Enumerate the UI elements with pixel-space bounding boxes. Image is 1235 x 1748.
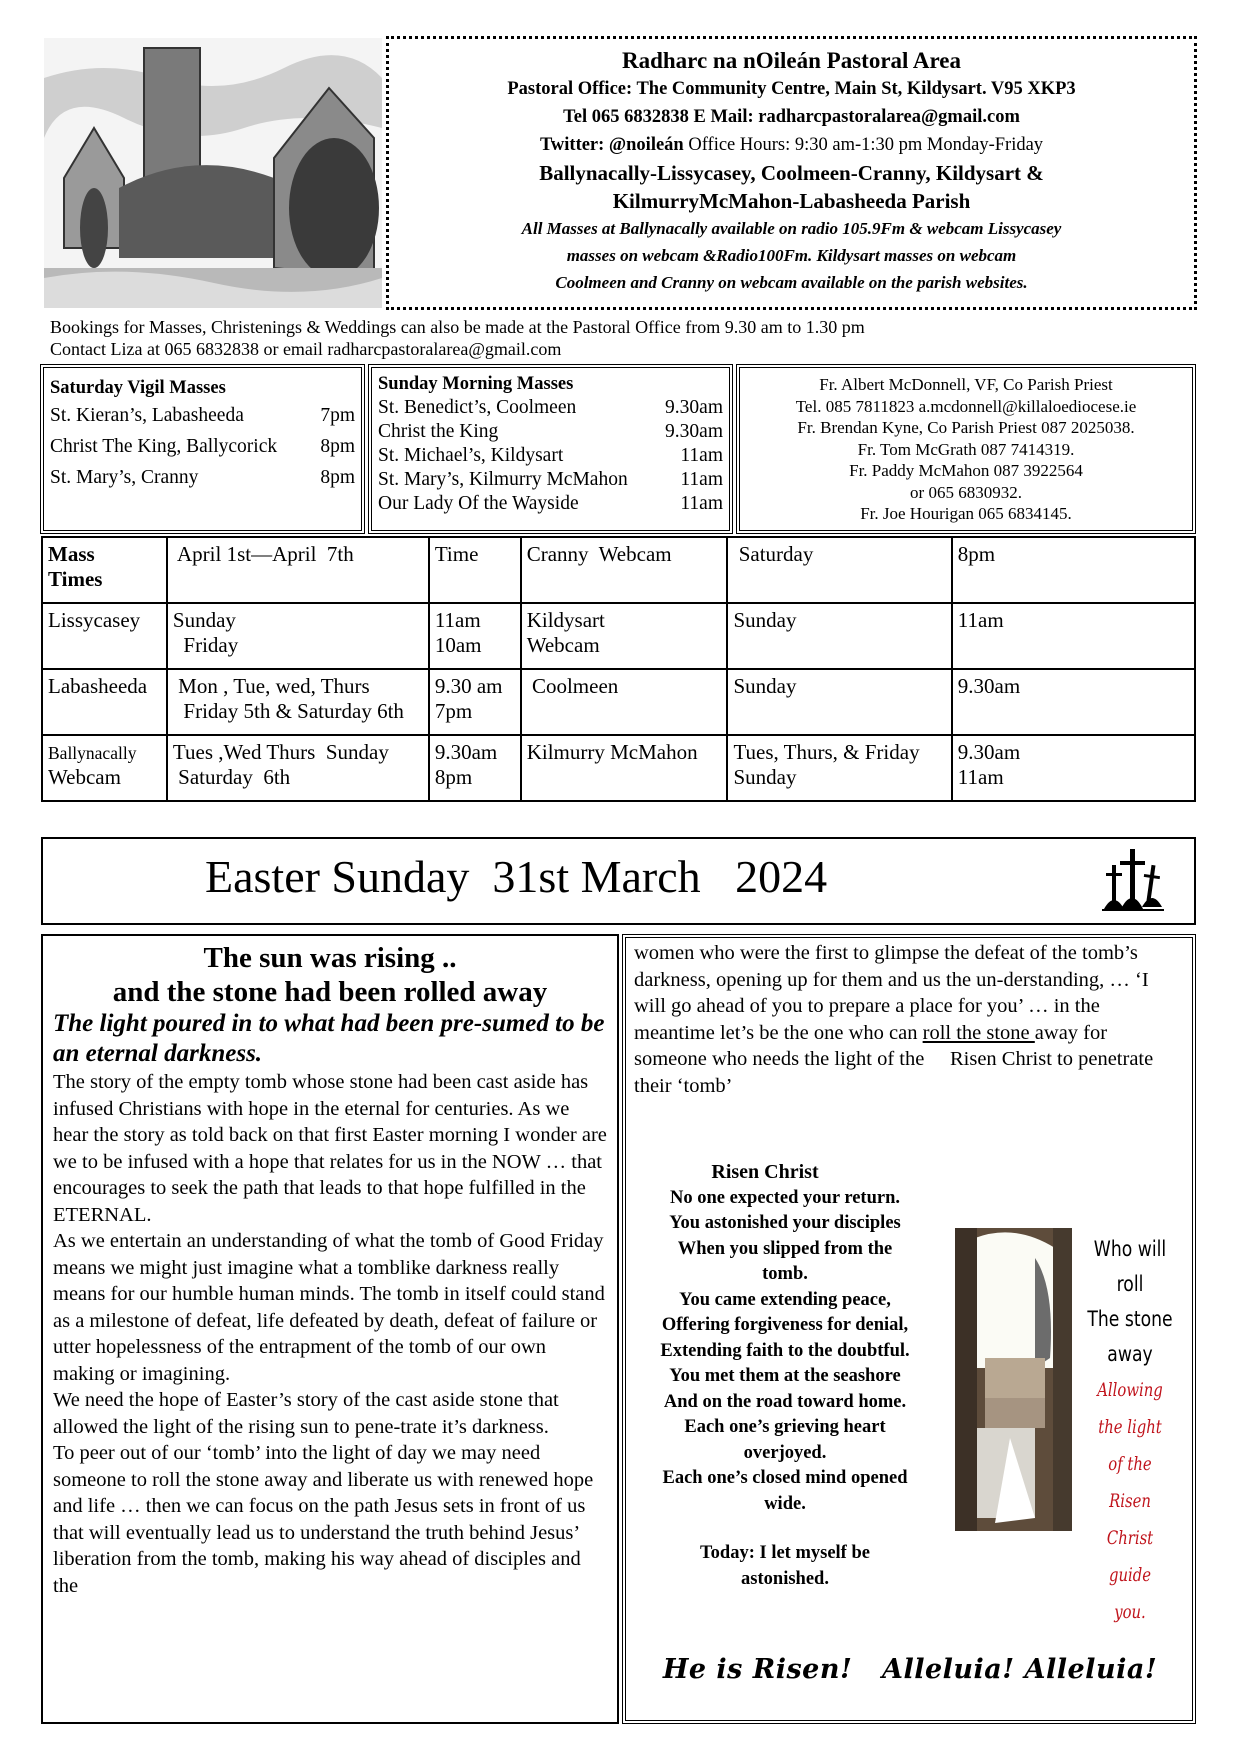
mass-times-label: Mass Times [42, 537, 167, 603]
poem-closing: astonished. [741, 1568, 829, 1589]
priest-line: Fr. Joe Hourigan 065 6834145. [860, 504, 1072, 523]
poem-line: You astonished your disciples [669, 1213, 901, 1233]
office-address: Pastoral Office: The Community Centre, Main St, Kildysart. V95 XKP3 [507, 79, 1076, 99]
priest-line: or 065 6830932. [910, 482, 1022, 502]
sunday-mass-item [378, 420, 723, 444]
time-cell: 11am 10am [429, 603, 521, 669]
office-contact: Tel 065 6832838 E Mail: radharcpastoralarea@gmail.com [563, 107, 1020, 127]
location-cell: Ballynacally Webcam [42, 735, 167, 801]
mass-time: 9.30am [665, 397, 723, 418]
priest-line: Fr. Tom McGrath 087 7414319. [857, 439, 1075, 459]
broadcast-info-3: Coolmeen and Cranny on webcam available on the parish websites. [555, 273, 1028, 292]
twitter-handle[interactable]: Twitter: @noileán [539, 135, 684, 155]
poem-line: Each one’s grieving heart [684, 1417, 886, 1437]
poem-line: Each one’s closed mind opened [662, 1468, 908, 1488]
contact-line: Contact Liza at 065 6832838 or email radharcpastoralarea@gmail.com [50, 339, 562, 359]
sunday-mass-item [378, 468, 723, 492]
mass-time: 8pm [320, 467, 355, 488]
priest-line: Tel. 085 7811823 a.mcdonnell@killaloediocese.ie [795, 396, 1137, 416]
days-cell: Tues ,Wed Thurs Sunday Saturday 6th [167, 735, 429, 801]
church-name: St. Benedict’s, Coolmeen [378, 397, 577, 418]
office-twitter-hours [389, 131, 1194, 159]
time-cell: 9.30am [952, 669, 1195, 735]
mass-time: 11am [680, 445, 723, 466]
roll-the-stone-underline: roll the stone [922, 1021, 1035, 1044]
time-header: Time [429, 537, 521, 603]
caption-line-red: Allowing [1097, 1379, 1163, 1401]
caption-line: away [1107, 1342, 1153, 1366]
mass-time: 9.30am [665, 421, 723, 442]
poem-line: You met them at the seashore [669, 1366, 901, 1386]
caption-line: The stone [1087, 1307, 1173, 1331]
location-cell: Labasheeda [42, 669, 167, 735]
table-row [42, 669, 1195, 735]
priests-contact-box [736, 364, 1196, 534]
church-name: Christ The King, Ballycorick [50, 436, 278, 457]
poem-line: wide. [764, 1493, 806, 1514]
pastoral-header [386, 36, 1197, 310]
church-ruins-image [44, 38, 382, 308]
poem-line: overjoyed. [743, 1442, 827, 1463]
priest-line: Fr. Paddy McMahon 087 3922564 [849, 461, 1083, 480]
priest-line: Fr. Albert McDonnell, VF, Co Parish Priest [819, 375, 1113, 394]
sunday-morning-heading: Sunday Morning Masses [378, 374, 574, 394]
poem-line: When you slipped from the [677, 1238, 893, 1259]
church-name: St. Mary’s, Kilmurry McMahon [378, 469, 628, 490]
table-header-row [42, 537, 1195, 603]
broadcast-info-1: All Masses at Ballynacally available on radio 105.9Fm & webcam Lissycasey [521, 219, 1062, 238]
mass-time: 7pm [320, 405, 355, 426]
mass-time: 11am [680, 469, 723, 490]
easter-reflection-article [41, 934, 619, 1724]
poem-line: You came extending peace, [679, 1289, 891, 1310]
church-name: St. Mary’s, Cranny [50, 467, 199, 488]
days-cell: Sunday Friday [167, 603, 429, 669]
mass-time: 11am [680, 493, 723, 514]
days-cell: Mon , Tue, wed, Thurs Friday 5th & Saturday 6th [167, 669, 429, 735]
easter-banner [41, 837, 1196, 925]
mass-times-table [41, 536, 1196, 802]
risen-christ-poem [625, 1160, 945, 1592]
time-cell: 9.30am 11am [952, 735, 1195, 801]
location-cell: Cranny Webcam [521, 537, 728, 603]
poem-line: Offering forgiveness for denial, [661, 1315, 909, 1335]
caption-line-red: Risen Christ [1106, 1490, 1154, 1549]
church-name: Our Lady Of the Wayside [378, 493, 579, 514]
days-cell: Sunday [727, 603, 951, 669]
vigil-mass-item [50, 400, 355, 431]
broadcast-info-2: masses on webcam &Radio100Fm. Kildysart masses on webcam [566, 246, 1017, 265]
vigil-mass-item [50, 462, 355, 493]
church-ruins-drawing [44, 38, 382, 308]
church-name: Christ the King [378, 421, 499, 442]
article-paragraph: We need the hope of Easter’s story of the cast aside stone that allowed the light of the rising sun to pene-trate it’s darkness. [53, 1389, 559, 1438]
he-is-risen-line: He is Risen! Alleluia! Alleluia! [662, 1654, 1158, 1685]
article-paragraph: The story of the empty tomb whose stone had been cast aside has infused Christians with hope in the eternal for centuries. As we hear the story as told back on that first Easter morning I wonder are we to be infused with a hope that relates for us in the NOW … that encourages to seek the path that leads to that hope fulfilled in the ETERNAL. [53, 1071, 607, 1226]
sunday-morning-box [368, 364, 733, 534]
date-range: April 1st—April 7th [167, 537, 429, 603]
poem-title: Risen Christ [711, 1161, 819, 1183]
empty-tomb-painting [955, 1228, 1072, 1531]
caption-line: Who will [1093, 1237, 1167, 1261]
vigil-mass-item [50, 431, 355, 462]
caption-line-red: the light [1098, 1416, 1162, 1438]
time-cell: 8pm [952, 537, 1195, 603]
caption-line-red: of the [1108, 1453, 1152, 1475]
sunday-mass-item [378, 492, 723, 516]
caption-line-red: guide [1108, 1564, 1152, 1586]
location-cell: Coolmeen [521, 669, 728, 735]
time-cell: 9.30am 8pm [429, 735, 521, 801]
three-crosses-icon [1098, 847, 1168, 913]
location-cell: Lissycasey [42, 603, 167, 669]
bookings-line: Bookings for Masses, Christenings & Weddings can also be made at the Pastoral Office from 9.30 am to 1.30 pm [50, 317, 865, 337]
time-cell: 11am [952, 603, 1195, 669]
time-cell: 9.30 am 7pm [429, 669, 521, 735]
church-name: St. Michael’s, Kildysart [378, 445, 564, 466]
article-subtitle: The light poured in to what had been pre-sumed to be an eternal darkness. [53, 1010, 605, 1067]
mass-time: 8pm [320, 436, 355, 457]
caption-line-red: you. [1114, 1601, 1146, 1623]
bookings-notice [50, 316, 1200, 360]
article-continuation [634, 940, 1184, 1099]
days-cell: Saturday [727, 537, 951, 603]
poem-line: Extending faith to the doubtful. [660, 1340, 910, 1361]
parish-names-line-2: KilmurryMcMahon-Labasheeda Parish [612, 189, 971, 213]
church-name: St. Kieran’s, Labasheeda [50, 405, 244, 426]
poem-line: And on the road toward home. [663, 1391, 907, 1412]
article-paragraph: To peer out of our ‘tomb’ into the light of day we may need someone to roll the stone away and liberate us with renewed hope and life … then we can focus on the path Jesus sets in front of us that will eventually lead us to understand the truth behind Jesus’ liberation from the tomb, making his way ahead of disciples and the [53, 1442, 594, 1597]
easter-date-title: Easter Sunday 31st March 2024 [205, 851, 828, 902]
priest-line: Fr. Brendan Kyne, Co Parish Priest 087 2025038. [797, 418, 1135, 437]
article-paragraph: women who were the first to glimpse the defeat of the tomb’s darkness, opening up for them and us the un-derstanding, … ‘I will go ahead of you to prepare a place for you’ … in the meantime let’s be the one who can roll the stone away for someone who needs the light of the Risen Christ to penetrate their ‘tomb’ [634, 942, 1159, 1097]
table-row [42, 603, 1195, 669]
poem-line: No one expected your return. [669, 1187, 901, 1208]
location-cell: Kildysart Webcam [521, 603, 728, 669]
poem-line: tomb. [762, 1264, 808, 1284]
empty-tomb-image [955, 1228, 1072, 1531]
table-row [42, 735, 1195, 801]
office-hours: Office Hours: 9:30 am-1:30 pm Monday-Friday [683, 135, 1044, 155]
article-body [53, 1069, 607, 1599]
location-cell: Kilmurry McMahon [521, 735, 728, 801]
days-cell: Sunday [727, 669, 951, 735]
saturday-vigil-heading: Saturday Vigil Masses [50, 378, 226, 398]
saturday-vigil-box [40, 364, 365, 534]
sunday-mass-item [378, 396, 723, 420]
sunday-mass-item [378, 444, 723, 468]
poem-closing: Today: I let myself be [700, 1543, 870, 1563]
days-cell: Tues, Thurs, & Friday Sunday [727, 735, 951, 801]
article-paragraph: As we entertain an understanding of what the tomb of Good Friday means we might just imagine what a tomblike darkness really means for our humble human minds. The tomb in itself could stand as a milestone of defeat, life defeated by death, defeat of failure or utter hopelessness of the entrapment of the tomb of our own making or imagining. [53, 1230, 605, 1385]
caption-line: roll [1116, 1272, 1144, 1296]
tomb-caption [1075, 1232, 1185, 1631]
pastoral-area-title: Radharc na nOileán Pastoral Area [621, 48, 962, 73]
article-title: The sun was rising .. and the stone had been rolled away [112, 942, 548, 1008]
parish-names-line-1: Ballynacally-Lissycasey, Coolmeen-Cranny, Kildysart & [539, 161, 1044, 185]
